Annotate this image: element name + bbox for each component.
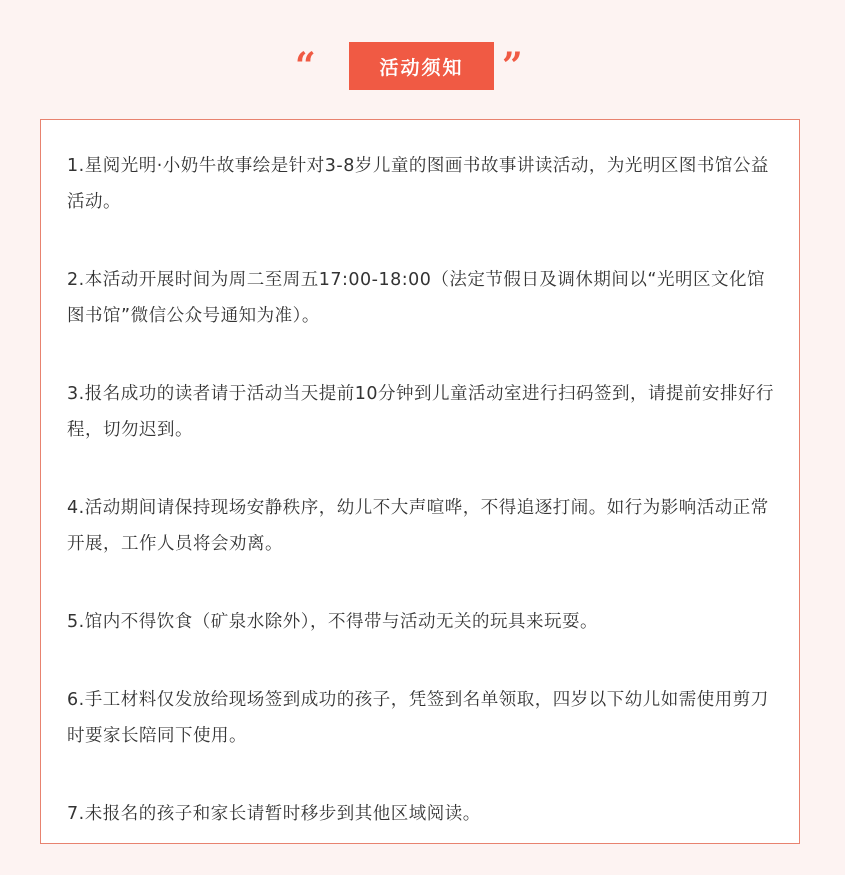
section-title: 活动须知 [349, 42, 494, 90]
notice-item-3: 3.报名成功的读者请于活动当天提前10分钟到儿童活动室进行扫码签到，请提前安排好行程，切勿迟到。 [67, 384, 774, 440]
open-quote-mark: “ [295, 45, 316, 87]
notice-item-4: 4.活动期间请保持现场安静秩序，幼儿不大声喧哗，不得追逐打闹。如行为影响活动正常开展，工作人员将会劝离。 [67, 498, 769, 554]
notice-list [67, 148, 779, 832]
section-header [0, 42, 845, 90]
notice-item-1: 1.星阅光明·小奶牛故事绘是针对3-8岁儿童的图画书故事讲读活动，为光明区图书馆公益活动。 [67, 156, 769, 212]
close-quote-mark: ” [502, 45, 523, 87]
notice-item-6: 6.手工材料仅发放给现场签到成功的孩子，凭签到名单领取，四岁以下幼儿如需使用剪刀时要家长陪同下使用。 [67, 690, 769, 746]
notice-item-2: 2.本活动开展时间为周二至周五17:00-18:00（法定节假日及调休期间以“光明区文化馆图书馆”微信公众号通知为准）。 [67, 270, 765, 326]
notice-item-7: 7.未报名的孩子和家长请暂时移步到其他区域阅读。 [67, 804, 481, 824]
notice-item-5: 5.馆内不得饮食（矿泉水除外），不得带与活动无关的玩具来玩耍。 [67, 612, 598, 632]
notice-box [40, 119, 800, 844]
